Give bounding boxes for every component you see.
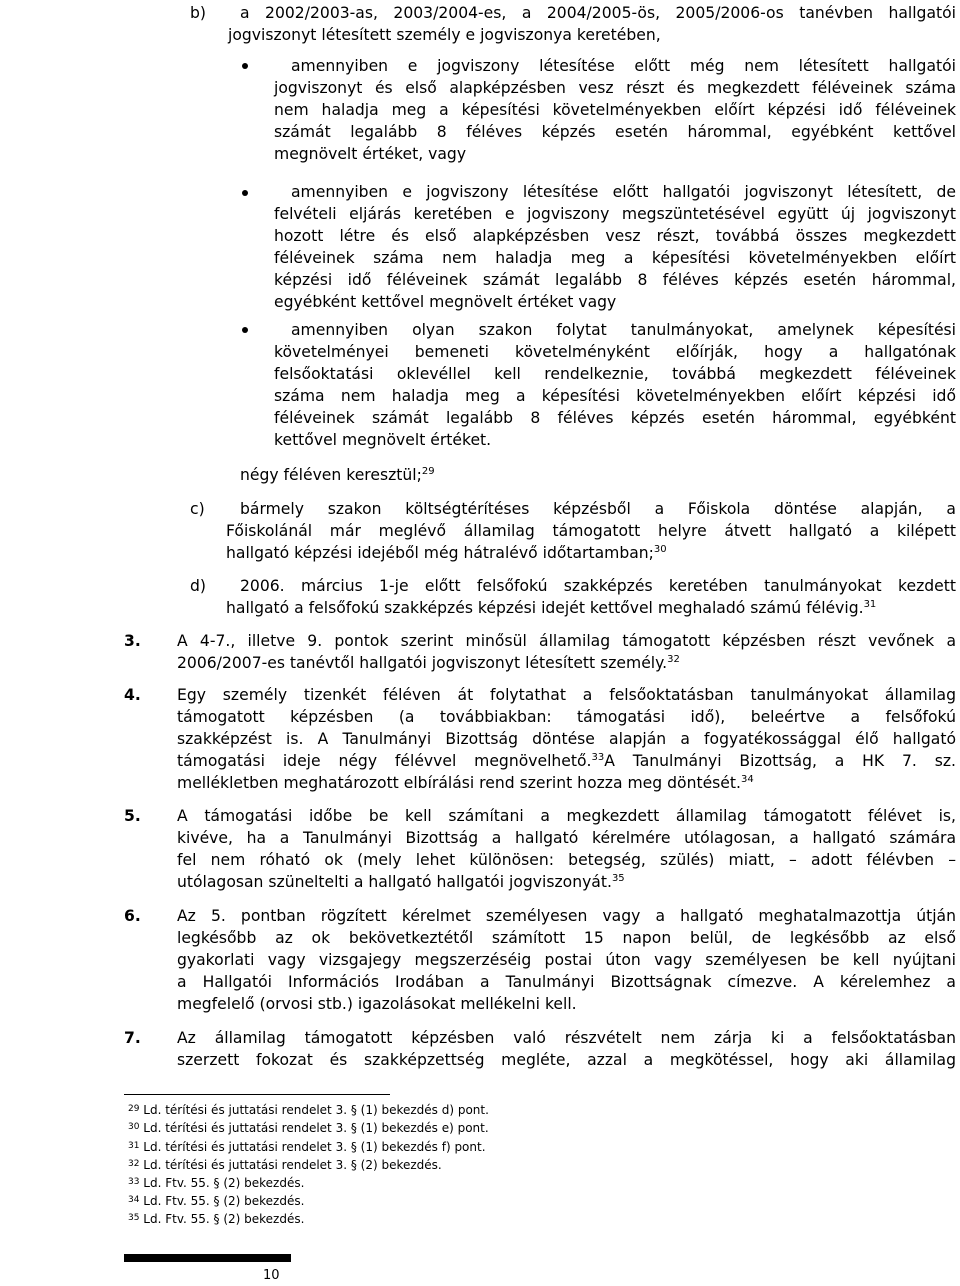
bullet-2-line-4: féléveinek száma nem haladja meg a képesítési követelményekben előírt [274,249,956,267]
bullet-3-line-4: száma nem haladja meg a képesítési követelményekben előírt képzési idő [274,387,956,405]
bullet-3-line-1: amennyiben olyan szakon folytat tanulmányokat, amelynek képesítési [291,321,956,339]
page-number: 10 [263,1268,280,1283]
point-6-line-1: Az 5. pontban rögzített kérelmet személyesen vagy a hallgató meghatalmazottja útján [177,907,956,925]
item-c-label: c) [190,500,205,518]
footnote-ref-33[interactable]: 33 [591,752,605,763]
point-4-line-1: Egy személy tizenkét féléven át folytathat a felsőoktatásban tanulmányokat államilag [177,686,956,704]
point-4-line-5 [177,772,754,794]
footnote-34-text: Ld. Ftv. 55. § (2) bekezdés. [143,1194,305,1208]
footnote-33-number: 33 [128,1177,140,1187]
point-5-line-1: A támogatási időbe be kell számítani a megkezdett államilag támogatott félévet is, [177,807,956,825]
bullet-3-line-6: kettővel megnövelt értéket. [274,431,492,449]
point-6-number: 6. [124,907,141,925]
point-5-line-2: kivéve, ha a Tanulmányi Bizottság a hallgató kérelmére utólagosan, a hallgató számára [177,829,956,847]
bullet-1-line-5: megnövelt értéket, vagy [274,145,467,163]
footnote-35 [128,1211,304,1227]
item-c-line-1: bármely szakon költségtérítéses képzésből a Főiskola döntése alapján, a [240,500,956,518]
item-d-line-2-text: hallgató a felsőfokú szakképzés képzési idejét kettővel meghaladó számú félévig. [226,599,864,617]
item-b-intro-line-1: a 2002/2003-as, 2003/2004-es, a 2004/2005-ös, 2005/2006-os tanévben hallgatói [240,4,956,22]
item-d-label: d) [190,577,206,595]
point-6-line-3: gyakorlati vagy vizsgajegy megszerzéséig postai úton vagy személyesen be kell nyújtani [177,951,956,969]
footnote-29 [128,1102,489,1118]
item-c-line-2: Főiskolánál már meglévő államilag támogatott helyre átvett hallgató a kilépett [226,522,956,540]
point-6-line-5: megfelelő (orvosi stb.) igazolásokat mellékelni kell. [177,995,577,1013]
footnote-30 [128,1120,489,1136]
bullet-1-line-2: jogviszonyt és első alapképzésben vesz részt és megkezdett féléveinek száma [274,79,956,97]
bullet-1-line-4: számát legalább 8 féléves képzés esetén hárommal, egyébként kettővel [274,123,956,141]
point-6-line-2: legkésőbb az ok bekövetkeztétől számított 15 napon belül, de legkésőbb az első [177,929,956,947]
footnote-ref-29[interactable]: 29 [421,466,435,477]
footnote-29-number: 29 [128,1104,140,1114]
point-5-line-4 [177,871,625,893]
footnote-34 [128,1193,304,1209]
point-5-line-3: fel nem róható ok (mely lehet különösen: betegség, szülés) miatt, – adott félévben – [177,851,956,869]
bullet-2-line-5: képzési idő féléveinek számát legalább 8 féléves képzés esetén hárommal, [274,271,956,289]
item-b-intro-line-2: jogviszonyt létesített személy e jogviszonya keretében, [228,26,661,44]
point-4-line-2: támogatott képzésben (a továbbiakban: támogatási idő), beleértve a felsőfokú [177,708,956,726]
point-4-number: 4. [124,686,141,704]
point-7-number: 7. [124,1029,141,1047]
point-6-line-4: a Hallgatói Információs Irodában a Tanulmányi Bizottságnak címezve. A kérelemhez a [177,973,956,991]
bullet-1-marker [242,63,248,69]
footnote-33 [128,1175,304,1191]
footnote-32-number: 32 [128,1159,140,1169]
bullet-2-line-6: egyébként kettővel megnövelt értéket vagy [274,293,617,311]
point-5-line-4-text: utólagosan szüneltelti a hallgató hallgatói jogviszonyát. [177,873,612,891]
point-5-number: 5. [124,807,141,825]
footnote-31-text: Ld. térítési és juttatási rendelet 3. § (1) bekezdés f) pont. [143,1140,486,1154]
footnote-30-text: Ld. térítési és juttatási rendelet 3. § (1) bekezdés e) pont. [143,1121,489,1135]
item-b-closing-text: négy féléven keresztül; [240,466,422,484]
footnote-32-text: Ld. térítési és juttatási rendelet 3. § (2) bekezdés. [143,1158,442,1172]
point-4-line-5-text: mellékletben meghatározott elbírálási rend szerint hozza meg döntését. [177,774,741,792]
bullet-2-marker [242,190,248,196]
bullet-3-line-5: féléveinek számát legalább 8 féléves képzés esetén hárommal, egyébként [274,409,956,427]
footnote-ref-31[interactable]: 31 [863,599,877,610]
footnote-32 [128,1157,442,1173]
footnote-35-text: Ld. Ftv. 55. § (2) bekezdés. [143,1212,305,1226]
bullet-3-line-2: követelményei bemeneti követelményként előírják, hogy a hallgatónak [274,343,956,361]
footnote-ref-34[interactable]: 34 [740,774,754,785]
point-3-number: 3. [124,632,141,650]
page-footer-bar [124,1254,291,1262]
bullet-3-marker [242,327,248,333]
bullet-2-line-3: hozott létre és első alapképzésben vesz részt, továbbá összes megkezdett [274,227,956,245]
bullet-2-line-2: felvételi eljárás keretében e jogviszony megszüntetésével együtt új jogviszonyt [274,205,956,223]
footnote-31 [128,1139,486,1155]
footnote-35-number: 35 [128,1213,140,1223]
footnote-33-text: Ld. Ftv. 55. § (2) bekezdés. [143,1176,305,1190]
footnote-ref-35[interactable]: 35 [611,873,625,884]
footnote-ref-30[interactable]: 30 [653,544,667,555]
point-3-line-1: A 4-7., illetve 9. pontok szerint minősül államilag támogatott képzésben részt vevőnek a [177,632,956,650]
footnote-31-number: 31 [128,1141,140,1151]
point-4-line-3: szakképzést is. A Tanulmányi Bizottság döntése alapján a fogyatékossággal élő hallgató [177,730,956,748]
point-4-line-4-text: támogatási ideje négy félévvel megnövelhető. [177,752,592,770]
footnote-separator [124,1094,390,1095]
item-c-line-3-text: hallgató képzési idejéből még hátralévő időtartamban; [226,544,654,562]
point-4-line-4-tail: A Tanulmányi Bizottság, a HK 7. sz. [604,752,956,770]
footnote-30-number: 30 [128,1122,140,1132]
footnote-ref-32[interactable]: 32 [667,654,680,665]
footnote-34-number: 34 [128,1195,140,1205]
item-d-line-2 [226,597,876,619]
point-4-line-4 [177,750,956,772]
point-7-line-1: Az államilag támogatott képzésben való részvételt nem zárja ki a felsőoktatásban [177,1029,956,1047]
bullet-1-line-1: amennyiben e jogviszony létesítése előtt még nem létesített hallgatói [291,57,956,75]
bullet-3-line-3: felsőoktatási oklevéllel kell rendelkeznie, továbbá megkezdett féléveinek [274,365,956,383]
item-b-closing [240,464,435,486]
bullet-1-line-3: nem haladja meg a képesítési követelményekben előírt képzési idő féléveinek [274,101,956,119]
footnote-29-text: Ld. térítési és juttatási rendelet 3. § (1) bekezdés d) pont. [143,1103,489,1117]
point-3-line-2-text: 2006/2007-es tanévtől hallgatói jogviszonyt létesített személy. [177,654,668,672]
point-3-line-2 [177,652,680,674]
item-d-line-1: 2006. március 1-je előtt felsőfokú szakképzés keretében tanulmányokat kezdett [240,577,956,595]
bullet-2-line-1: amennyiben e jogviszony létesítése előtt hallgatói jogviszonyt létesített, de [291,183,956,201]
point-7-line-2: szerzett fokozat és szakképzettség megléte, azzal a megkötéssel, hogy aki államilag [177,1051,956,1069]
item-c-line-3 [226,542,667,564]
item-b-label: b) [190,4,206,22]
